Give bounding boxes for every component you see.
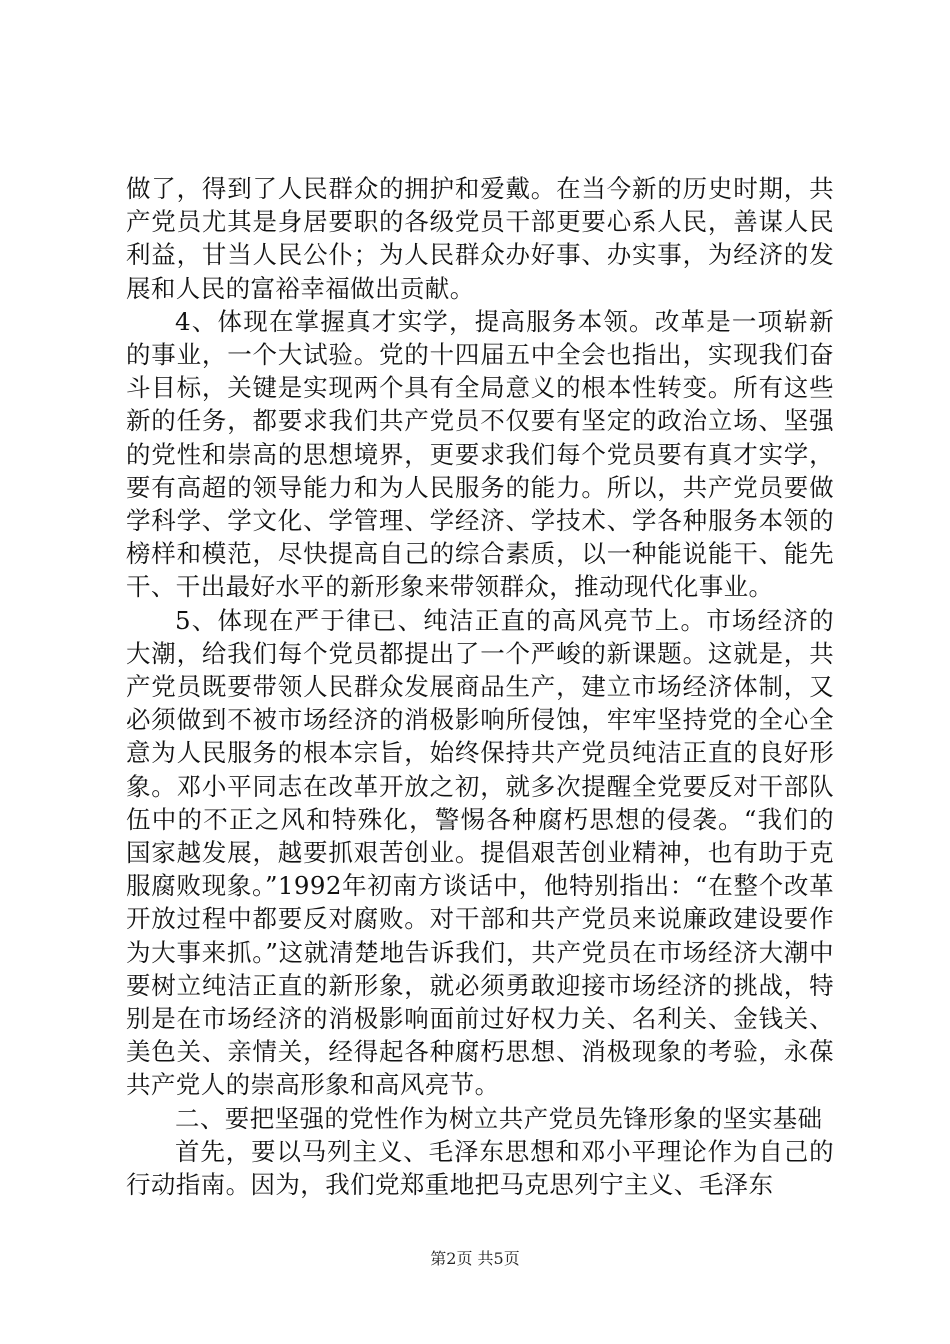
paragraph-point-5: 5、体现在严于律已、纯洁正直的高风亮节上。市场经济的大潮，给我们每个党员都提出了一个严峻的新课题。这就是，共产党员既要带领人民群众发展商品生产，建立市场经济体制，又必须做到不被市场经济的消极影响所侵蚀，牢牢坚持党的全心全意为人民服务的根本宗旨，始终保持共产党员纯洁正直的良好形象。邓小平同志在改革开放之初，就多次提醒全党要反对干部队伍中的不正之风和特殊化，警惕各种腐朽思想的侵袭。“我们的国家越发展，越要抓艰苦创业。提倡艰苦创业精神，也有助于克服腐败现象。”1992年初南方谈话中，他特别指出：“在整个改革开放过程中都要反对腐败。对干部和共产党员来说廉政建设要作为大事来抓。”这就清楚地告诉我们，共产党员在市场经济大潮中要树立纯洁正直的新形象，就必须勇敢迎接市场经济的挑战，特别是在市场经济的消极影响面前过好权力关、名利关、金钱关、美色关、亲情关，经得起各种腐朽思想、消极现象的考验，永葆共产党人的崇高形象和高风亮节。 <box>126 605 834 1100</box>
document-body <box>126 172 834 1201</box>
paragraph-continuation: 做了，得到了人民群众的拥护和爱戴。在当今新的历史时期，共产党员尤其是身居要职的各级党员干部更要心系人民，善谋人民利益，甘当人民公仆；为人民群众办好事、办实事，为经济的发展和人民的富裕幸福做出贡献。 <box>126 174 834 303</box>
page-footer: 第2页 共5页 <box>430 1249 520 1268</box>
section-heading-2: 二、要把坚强的党性作为树立共产党员先锋形象的坚实基础 <box>175 1103 823 1133</box>
paragraph-first: 首先，要以马列主义、毛泽东思想和邓小平理论作为自己的行动指南。因为，我们党郑重地把马克思列宁主义、毛泽东 <box>126 1136 834 1200</box>
paragraph-point-4: 4、体现在掌握真才实学，提高服务本领。改革是一项崭新的事业，一个大试验。党的十四届五中全会也指出，实现我们奋斗目标，关键是实现两个具有全局意义的根本性转变。所有这些新的任务，都要求我们共产党员不仅要有坚定的政治立场、坚强的党性和崇高的思想境界，更要求我们每个党员要有真才实学，要有高超的领导能力和为人民服务的能力。所以，共产党员要做学科学、学文化、学管理、学经济、学技术、学各种服务本领的榜样和模范，尽快提高自己的综合素质，以一种能说能干、能先干、干出最好水平的新形象来带领群众，推动现代化事业。 <box>126 306 834 602</box>
